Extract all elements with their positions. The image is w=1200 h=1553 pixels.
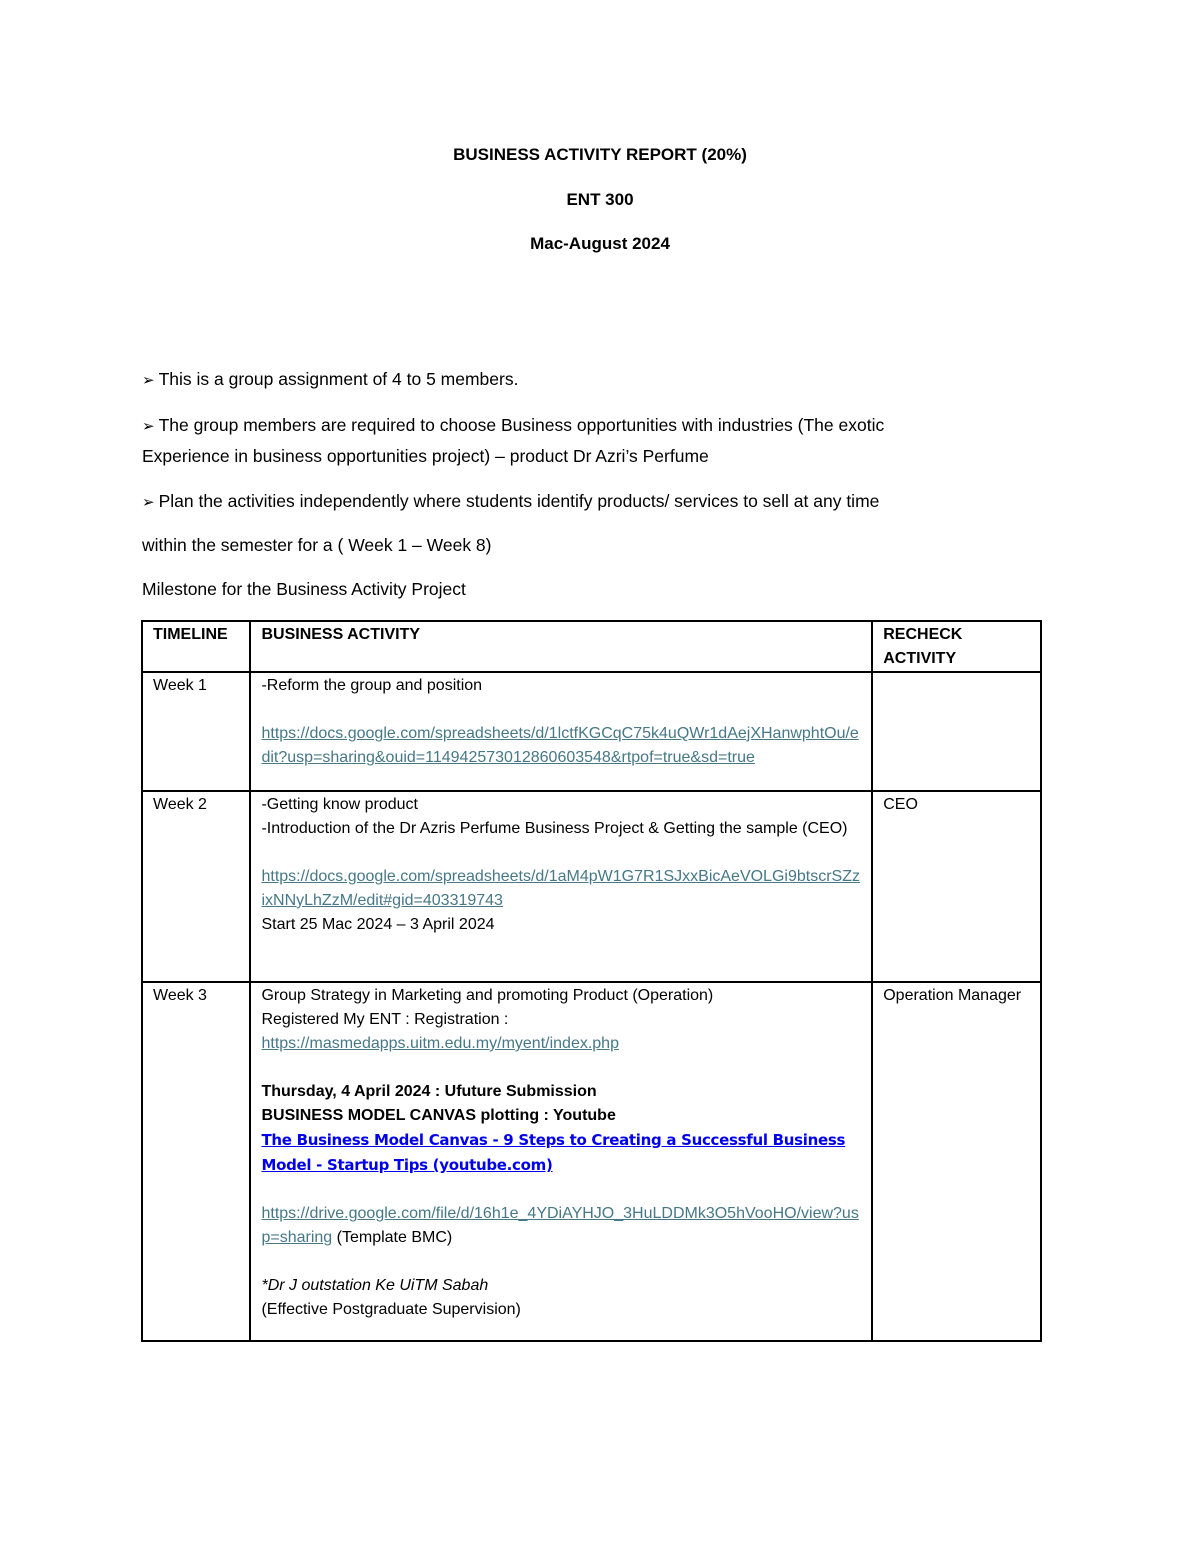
activity-dates: Start 25 Mac 2024 – 3 April 2024 xyxy=(261,916,495,933)
activity-cell xyxy=(250,982,872,1341)
week-label: Week 3 xyxy=(142,982,250,1341)
semester-label: Mac-August 2024 xyxy=(530,234,670,253)
bullet-business-opportunities xyxy=(142,410,1042,471)
template-bmc-line xyxy=(261,1202,861,1250)
arrow-bullet-icon: ➢ xyxy=(142,417,155,435)
bullet-text: The group members are required to choose Business opportunities with industries (The exotic xyxy=(158,415,885,435)
header-timeline: TIMELINE xyxy=(142,621,250,672)
ufuture-submission: Thursday, 4 April 2024 : Ufuture Submission xyxy=(261,1083,597,1100)
activity-cell xyxy=(250,672,872,791)
recheck-cell xyxy=(872,672,1041,791)
youtube-bmc-link[interactable]: The Business Model Canvas - 9 Steps to Creating a Successful Business Model - Startup Tips (youtube.com) xyxy=(261,1131,846,1174)
bullet-text-continued: Experience in business opportunities project) – product Dr Azri’s Perfume xyxy=(142,446,709,466)
milestone-heading: Milestone for the Business Activity Project xyxy=(142,579,466,599)
group-spreadsheet-link[interactable]: https://docs.google.com/spreadsheets/d/1lctfKGCqC75k4uQWr1dAejXHanwphtOu/edit?usp=sharing&ouid=114942573012860603548&rtpof=true&sd=true xyxy=(261,725,859,766)
activity-text: -Introduction of the Dr Azris Perfume Business Project & Getting the sample (CEO) xyxy=(261,820,848,837)
template-note: (Template BMC) xyxy=(332,1229,453,1246)
bullet-text: This is a group assignment of 4 to 5 members. xyxy=(158,369,519,389)
outstation-note: *Dr J outstation Ke UiTM Sabah xyxy=(261,1277,489,1294)
activity-text: Registered My ENT : Registration : xyxy=(261,1011,509,1028)
milestone-table xyxy=(141,620,1042,1342)
bmc-plotting: BUSINESS MODEL CANVAS plotting : Youtube xyxy=(261,1107,616,1124)
activity-cell xyxy=(250,791,872,982)
arrow-bullet-icon: ➢ xyxy=(142,371,155,389)
table-row-week-1 xyxy=(142,672,1041,791)
arrow-bullet-icon: ➢ xyxy=(142,493,155,511)
activity-text: Group Strategy in Marketing and promoting Product (Operation) xyxy=(261,987,714,1004)
table-row-week-3 xyxy=(142,982,1041,1341)
supervision-note: (Effective Postgraduate Supervision) xyxy=(261,1301,521,1318)
activity-text: -Getting know product xyxy=(261,796,418,813)
drive-template-link[interactable]: https://drive.google.com/file/d/16h1e_4YDiAYHJO_3HuLDDMk3O5hVooHO/view?usp=sharing xyxy=(261,1205,859,1246)
table-header-row xyxy=(142,621,1041,672)
myent-registration-link[interactable]: https://masmedapps.uitm.edu.my/myent/index.php xyxy=(261,1035,619,1052)
recheck-cell: CEO xyxy=(872,791,1041,982)
bullet-text: Plan the activities independently where students identify products/ services to sell at any time xyxy=(158,491,880,511)
bullet-text-continued: within the semester for a ( Week 1 – Week 8) xyxy=(142,535,492,555)
bullet-group-size xyxy=(142,364,1042,395)
course-code: ENT 300 xyxy=(566,190,634,209)
report-title: BUSINESS ACTIVITY REPORT (20%) xyxy=(453,145,747,164)
activity-text: -Reform the group and position xyxy=(261,677,483,694)
recheck-cell: Operation Manager xyxy=(872,982,1041,1341)
header-business-activity: BUSINESS ACTIVITY xyxy=(250,621,872,672)
bullet-plan-activities xyxy=(142,486,1042,517)
week-label: Week 2 xyxy=(142,791,250,982)
week-label: Week 1 xyxy=(142,672,250,791)
header-recheck-activity: RECHECK ACTIVITY xyxy=(872,621,1041,672)
product-spreadsheet-link[interactable]: https://docs.google.com/spreadsheets/d/1aM4pW1G7R1SJxxBicAeVOLGi9btscrSZzixNNyLhZzM/edit#gid=403319743 xyxy=(261,868,860,909)
table-row-week-2 xyxy=(142,791,1041,982)
